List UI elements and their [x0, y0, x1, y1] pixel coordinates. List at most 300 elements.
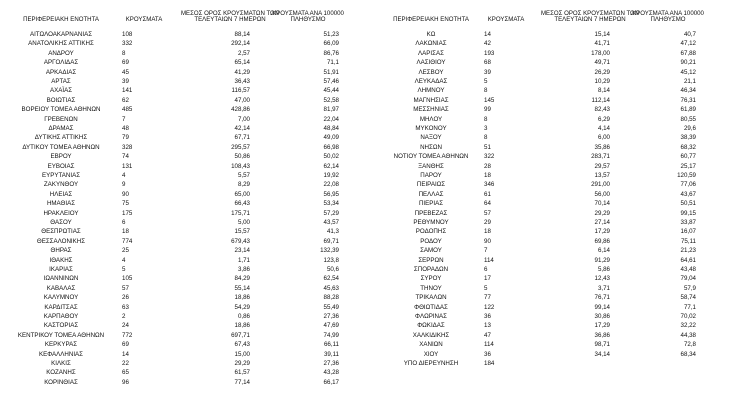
- cell-cases: 8: [484, 87, 488, 95]
- cell-per100k: 66,09: [323, 40, 339, 48]
- table-row: [2, 180, 362, 189]
- table-row: [372, 162, 732, 171]
- cell-cases: 36: [484, 313, 491, 320]
- cell-cases: 5: [484, 78, 488, 85]
- cell-avg7: 679,43: [231, 237, 250, 245]
- cell-avg7: 67,71: [234, 134, 250, 142]
- cell-cases: 4: [122, 256, 126, 264]
- cell-cases: 322: [484, 153, 495, 161]
- cell-region: ΚΑΛΥΜΝΟΥ: [43, 294, 79, 302]
- cell-region: ΡΟΔΟΠΗΣ: [415, 228, 447, 236]
- table-row: [2, 30, 362, 39]
- cell-cases: 45: [122, 68, 129, 76]
- cell-avg7: 27,14: [594, 219, 610, 226]
- table-row: [372, 39, 732, 48]
- header-per100k: ΚΡΟΥΣΜΑΤΑ ΑΝΑ 100000 ΠΛΗΘΥΣΜΟ: [632, 9, 704, 24]
- cell-avg7: 65,00: [234, 190, 250, 198]
- cell-per100k: 43,67: [680, 190, 696, 198]
- cell-per100k: 75,11: [680, 237, 696, 245]
- cell-region: ΣΑΜΟΥ: [420, 247, 442, 255]
- table-row: [2, 331, 362, 340]
- table-row: [2, 49, 362, 58]
- cell-cases: 5: [484, 284, 488, 292]
- table-row: [2, 115, 362, 124]
- cell-region: ΞΑΝΘΗΣ: [418, 162, 444, 170]
- cell-per100k: 57,9: [683, 284, 696, 292]
- cell-avg7: 15,14: [594, 31, 610, 38]
- table-row: [372, 86, 732, 95]
- cell-avg7: 0,86: [237, 313, 250, 320]
- cell-region: ΙΩΑΝΝΙΝΩΝ: [43, 275, 79, 283]
- cell-region: ΕΥΡΥΤΑΝΙΑΣ: [41, 172, 81, 179]
- cell-avg7: 18,86: [234, 322, 250, 330]
- cell-per100k: 40,7: [683, 31, 696, 38]
- table-row: [372, 256, 732, 265]
- cell-avg7: 428,86: [231, 106, 250, 114]
- table-row: [2, 162, 362, 171]
- table-row: [2, 274, 362, 283]
- cell-avg7: 41,71: [594, 40, 610, 48]
- cell-per100k: 29,6: [683, 125, 696, 132]
- cell-per100k: 68,32: [680, 143, 696, 151]
- cell-avg7: 116,57: [231, 87, 250, 95]
- cell-region: ΑΡΚΑΔΙΑΣ: [45, 68, 77, 76]
- table-row: [372, 199, 732, 208]
- cell-cases: 69: [122, 341, 129, 349]
- cell-region: ΧΑΛΚΙΔΙΚΗΣ: [412, 331, 450, 339]
- cell-per100k: 69,71: [323, 237, 339, 245]
- table-row: [372, 265, 732, 274]
- cell-cases: 39: [484, 68, 491, 76]
- cell-region: ΠΕΙΡΑΙΩΣ: [416, 181, 446, 189]
- cell-per100k: 52,58: [323, 96, 339, 104]
- cell-cases: 6: [484, 266, 488, 273]
- cell-cases: 5: [122, 266, 126, 273]
- cell-cases: 2: [122, 313, 126, 320]
- header-avg7: ΜΕΣΟΣ ΟΡΟΣ ΚΡΟΥΣΜΑΤΩΝ ΤΩΝ ΤΕΛΕΥΤΑΙΩΝ 7 ΗΜΕΡΩΝ: [540, 9, 640, 24]
- cell-region: ΧΙΟΥ: [423, 350, 439, 358]
- cell-avg7: 42,14: [234, 125, 250, 132]
- cell-region: ΑΡΓΟΛΙΔΑΣ: [43, 59, 79, 67]
- cell-per100k: 61,89: [680, 106, 696, 114]
- table-row: [372, 68, 732, 77]
- cell-avg7: 5,57: [237, 172, 250, 179]
- table-row: [2, 152, 362, 161]
- table-row: [2, 199, 362, 208]
- right-table-body: [372, 30, 732, 411]
- cell-per100k: 57,46: [323, 78, 339, 85]
- table-row: [372, 321, 732, 330]
- table-row: [372, 218, 732, 227]
- cell-cases: 175: [122, 209, 133, 217]
- cell-cases: 184: [484, 360, 495, 367]
- cell-avg7: 291,00: [591, 181, 610, 189]
- cell-avg7: 6,14: [597, 247, 610, 255]
- cell-avg7: 8,14: [597, 87, 610, 95]
- cell-avg7: 61,57: [234, 369, 250, 377]
- left-table: [2, 0, 362, 411]
- cell-avg7: 4,14: [597, 125, 610, 132]
- cell-region: ΒΟΡΕΙΟΥ ΤΟΜΕΑ ΑΘΗΝΩΝ: [21, 106, 101, 114]
- cell-cases: 4: [122, 172, 126, 179]
- cell-avg7: 84,29: [234, 275, 250, 283]
- table-row: [372, 105, 732, 114]
- cell-avg7: 178,00: [591, 49, 610, 57]
- cell-per100k: 44,38: [680, 331, 696, 339]
- cell-region: ΠΑΡΟΥ: [420, 172, 442, 179]
- table-row: [2, 86, 362, 95]
- cell-per100k: 90,21: [680, 59, 696, 67]
- cell-region: ΑΙΤΩΛΟΑΚΑΡΝΑΝΙΑΣ: [29, 31, 93, 38]
- cell-region: ΑΝΑΤΟΛΙΚΗΣ ΑΤΤΙΚΗΣ: [28, 40, 94, 48]
- cell-cases: 772: [122, 331, 133, 339]
- cell-region: ΛΕΣΒΟΥ: [418, 68, 444, 76]
- cell-region: ΠΕΛΛΑΣ: [418, 190, 444, 198]
- cell-region: ΚΕΝΤΡΙΚΟΥ ΤΟΜΕΑ ΑΘΗΝΩΝ: [17, 331, 105, 339]
- header-avg7: ΜΕΣΟΣ ΟΡΟΣ ΚΡΟΥΣΜΑΤΩΝ ΤΩΝ ΤΕΛΕΥΤΑΙΩΝ 7 ΗΜΕΡΩΝ: [180, 9, 280, 24]
- cell-avg7: 175,71: [231, 209, 250, 217]
- cell-region: ΤΡΙΚΑΛΩΝ: [415, 294, 447, 302]
- cell-avg7: 17,29: [594, 228, 610, 236]
- cell-avg7: 99,14: [594, 303, 610, 311]
- cell-cases: 24: [122, 322, 129, 330]
- cell-cases: 26: [122, 294, 129, 302]
- table-row: [2, 368, 362, 377]
- cell-cases: 13: [484, 322, 491, 330]
- table-row: [2, 303, 362, 312]
- table-row: [372, 30, 732, 39]
- cell-avg7: 76,71: [594, 294, 610, 302]
- cell-cases: 57: [122, 284, 129, 292]
- cell-per100k: 43,57: [323, 219, 339, 226]
- cell-per100k: 39,11: [323, 350, 339, 358]
- table-row: [2, 265, 362, 274]
- cell-cases: 64: [484, 200, 491, 208]
- cell-cases: 69: [122, 59, 129, 67]
- table-row: [372, 143, 732, 152]
- cell-per100k: 41,3: [326, 228, 339, 236]
- cell-region: ΣΕΡΡΩΝ: [418, 256, 444, 264]
- cell-cases: 485: [122, 106, 133, 114]
- cell-region: ΕΒΡΟΥ: [50, 153, 72, 161]
- cell-cases: 8: [122, 49, 126, 57]
- cell-avg7: 41,29: [234, 68, 250, 76]
- table-row: [2, 293, 362, 302]
- cell-per100k: 43,48: [680, 266, 696, 273]
- cell-region: ΑΧΑΪΑΣ: [49, 87, 73, 95]
- cell-per100k: 45,63: [323, 284, 339, 292]
- cell-per100k: 47,12: [680, 40, 696, 48]
- cell-cases: 68: [484, 59, 491, 67]
- table-row: [2, 124, 362, 133]
- header-cases: ΚΡΟΥΣΜΑΤΑ: [125, 16, 163, 24]
- table-row: [2, 143, 362, 152]
- cell-region: ΛΗΜΝΟΥ: [417, 87, 445, 95]
- cell-avg7: 88,14: [234, 31, 250, 38]
- cell-per100k: 77,1: [683, 303, 696, 311]
- cell-per100k: 99,15: [680, 209, 696, 217]
- cell-cases: 18: [484, 228, 491, 236]
- table-row: [372, 274, 732, 283]
- cell-region: ΑΝΔΡΟΥ: [48, 49, 74, 57]
- cell-cases: 193: [484, 49, 495, 57]
- cell-avg7: 34,14: [594, 350, 610, 358]
- cell-cases: 7: [484, 247, 488, 255]
- cell-cases: 90: [484, 237, 491, 245]
- cell-per100k: 81,97: [323, 106, 339, 114]
- cell-region: ΘΗΡΑΣ: [50, 247, 72, 255]
- right-table-header: [372, 0, 732, 24]
- table-row: [2, 58, 362, 67]
- cell-per100k: 62,54: [323, 275, 339, 283]
- cell-per100k: 50,02: [323, 153, 339, 161]
- cell-cases: 57: [484, 209, 491, 217]
- cell-avg7: 67,43: [234, 341, 250, 349]
- cell-cases: 18: [122, 228, 129, 236]
- cell-cases: 74: [122, 153, 129, 161]
- cell-cases: 328: [122, 143, 133, 151]
- table-row: [2, 340, 362, 349]
- table-row: [372, 180, 732, 189]
- cell-region: ΜΕΣΣΗΝΙΑΣ: [413, 106, 449, 114]
- cell-region: ΚΩ: [426, 31, 436, 38]
- cell-per100k: 19,92: [323, 172, 339, 179]
- cell-cases: 105: [122, 275, 133, 283]
- header-cases: ΚΡΟΥΣΜΑΤΑ: [487, 16, 525, 24]
- cell-avg7: 29,57: [594, 162, 610, 170]
- cell-cases: 14: [484, 31, 491, 38]
- cell-cases: 51: [484, 143, 491, 151]
- cell-cases: 99: [484, 106, 491, 114]
- cell-avg7: 697,71: [231, 331, 250, 339]
- table-row: [372, 246, 732, 255]
- cell-avg7: 82,43: [594, 106, 610, 114]
- cell-region: ΙΚΑΡΙΑΣ: [49, 266, 73, 273]
- cell-region: ΥΠΟ ΔΙΕΡΕΥΝΗΣΗ: [403, 360, 459, 367]
- cell-avg7: 15,00: [234, 350, 250, 358]
- cell-per100k: 22,04: [323, 115, 339, 123]
- cell-region: ΚΙΛΚΙΣ: [51, 360, 71, 367]
- cell-per100k: 86,76: [323, 49, 339, 57]
- cell-region: ΕΥΒΟΙΑΣ: [47, 162, 75, 170]
- cell-per100k: 62,14: [323, 162, 339, 170]
- cell-region: ΖΑΚΥΝΘΟΥ: [43, 181, 79, 189]
- cell-region: ΚΟΖΑΝΗΣ: [46, 369, 76, 377]
- cell-avg7: 108,43: [231, 162, 250, 170]
- cell-region: ΤΗΝΟΥ: [420, 284, 442, 292]
- cell-avg7: 17,29: [594, 322, 610, 330]
- table-row: [372, 58, 732, 67]
- cell-cases: 131: [122, 162, 133, 170]
- cell-cases: 28: [484, 162, 491, 170]
- cell-cases: 7: [122, 115, 126, 123]
- cell-cases: 62: [122, 96, 129, 104]
- cell-per100k: 120,59: [677, 172, 696, 179]
- cell-avg7: 292,14: [231, 40, 250, 48]
- cell-cases: 9: [122, 181, 126, 189]
- table-row: [372, 171, 732, 180]
- cell-region: ΘΕΣΣΑΛΟΝΙΚΗΣ: [36, 237, 86, 245]
- cell-cases: 22: [122, 360, 129, 367]
- cell-per100k: 21,23: [680, 247, 696, 255]
- cell-cases: 48: [122, 125, 129, 132]
- table-row: [2, 284, 362, 293]
- cell-per100k: 70,02: [680, 313, 696, 320]
- cell-per100k: 47,69: [323, 322, 339, 330]
- cell-cases: 65: [122, 369, 129, 377]
- table-row: [2, 237, 362, 246]
- cell-region: ΛΑΚΩΝΙΑΣ: [415, 40, 447, 48]
- cell-region: ΠΡΕΒΕΖΑΣ: [414, 209, 448, 217]
- table-row: [372, 312, 732, 321]
- cell-per100k: 66,17: [323, 378, 339, 386]
- cell-cases: 36: [484, 350, 491, 358]
- table-row: [372, 293, 732, 302]
- table-row: [372, 209, 732, 218]
- cell-per100k: 51,23: [323, 31, 339, 38]
- cell-region: ΡΕΘΥΜΝΟΥ: [413, 219, 449, 226]
- cell-per100k: 33,87: [680, 219, 696, 226]
- cell-cases: 14: [122, 350, 129, 358]
- cell-avg7: 12,43: [594, 275, 610, 283]
- table-row: [2, 77, 362, 86]
- cell-per100k: 16,07: [680, 228, 696, 236]
- cell-per100k: 64,61: [680, 256, 696, 264]
- cell-cases: 8: [484, 134, 488, 142]
- table-row: [2, 39, 362, 48]
- cell-region: ΗΜΑΘΙΑΣ: [46, 200, 76, 208]
- cell-avg7: 8,29: [237, 181, 250, 189]
- cell-cases: 79: [122, 134, 129, 142]
- table-row: [2, 105, 362, 114]
- table-row: [372, 115, 732, 124]
- cell-per100k: 60,77: [680, 153, 696, 161]
- cell-avg7: 29,29: [594, 209, 610, 217]
- cell-region: ΚΑΡΔΙΤΣΑΣ: [44, 303, 78, 311]
- table-row: [372, 227, 732, 236]
- table-row: [2, 359, 362, 368]
- cell-region: ΑΡΤΑΣ: [51, 78, 71, 85]
- cell-avg7: 5,86: [597, 266, 610, 273]
- cell-per100k: 123,8: [323, 256, 339, 264]
- table-row: [2, 209, 362, 218]
- table-row: [372, 359, 732, 368]
- cell-avg7: 69,86: [594, 237, 610, 245]
- cell-region: ΠΙΕΡΙΑΣ: [418, 200, 444, 208]
- cell-avg7: 7,00: [237, 115, 250, 123]
- cell-cases: 108: [122, 31, 133, 38]
- cell-cases: 96: [122, 378, 129, 386]
- cell-avg7: 29,29: [234, 360, 250, 367]
- table-row: [2, 96, 362, 105]
- cell-cases: 141: [122, 87, 133, 95]
- cell-avg7: 54,29: [234, 303, 250, 311]
- cell-avg7: 10,29: [594, 78, 610, 85]
- cell-avg7: 50,86: [234, 153, 250, 161]
- cell-per100k: 22,08: [323, 181, 339, 189]
- cell-cases: 17: [484, 275, 491, 283]
- cell-cases: 39: [122, 78, 129, 85]
- cell-per100k: 27,36: [323, 313, 339, 320]
- cell-region: ΧΑΝΙΩΝ: [419, 341, 443, 349]
- cell-region: ΚΟΡΙΝΘΙΑΣ: [44, 378, 78, 386]
- cell-per100k: 58,74: [680, 294, 696, 302]
- cell-per100k: 50,51: [680, 200, 696, 208]
- cell-region: ΘΑΣΟΥ: [50, 219, 72, 226]
- cell-avg7: 5,00: [237, 219, 250, 226]
- cell-region: ΝΑΞΟΥ: [420, 134, 442, 142]
- table-row: [372, 96, 732, 105]
- cell-per100k: 50,6: [326, 266, 339, 273]
- cell-region: ΡΟΔΟΥ: [420, 237, 442, 245]
- cell-cases: 75: [122, 200, 129, 208]
- cell-per100k: 32,22: [680, 322, 696, 330]
- cell-cases: 63: [122, 303, 129, 311]
- cell-region: ΦΘΙΩΤΙΔΑΣ: [414, 303, 448, 311]
- cell-avg7: 3,71: [597, 284, 610, 292]
- cell-per100k: 56,95: [323, 190, 339, 198]
- cell-avg7: 283,71: [591, 153, 610, 161]
- cell-region: ΚΑΒΑΛΑΣ: [46, 284, 76, 292]
- cell-avg7: 15,57: [234, 228, 250, 236]
- cell-avg7: 98,71: [594, 341, 610, 349]
- cell-per100k: 72,8: [683, 341, 696, 349]
- table-row: [372, 303, 732, 312]
- cell-avg7: 18,86: [234, 294, 250, 302]
- cell-per100k: 25,17: [680, 162, 696, 170]
- cell-avg7: 112,14: [591, 96, 610, 104]
- cell-per100k: 38,39: [680, 134, 696, 142]
- cell-region: ΘΕΣΠΡΩΤΙΑΣ: [41, 228, 81, 236]
- cell-avg7: 55,14: [234, 284, 250, 292]
- cell-avg7: 6,00: [597, 134, 610, 142]
- table-row: [2, 246, 362, 255]
- cell-cases: 114: [484, 341, 494, 349]
- right-table: [372, 0, 732, 411]
- cell-region: ΛΑΡΙΣΑΣ: [418, 49, 444, 57]
- cell-per100k: 57,29: [323, 209, 339, 217]
- cell-per100k: 49,09: [323, 134, 339, 142]
- cell-per100k: 77,06: [680, 181, 696, 189]
- cell-cases: 47: [484, 331, 491, 339]
- cell-region: ΚΕΡΚΥΡΑΣ: [44, 341, 78, 349]
- table-row: [372, 340, 732, 349]
- cell-per100k: 76,31: [680, 96, 696, 104]
- table-row: [372, 237, 732, 246]
- cell-region: ΔΡΑΜΑΣ: [48, 125, 74, 132]
- covid-region-table-page: [2, 0, 732, 411]
- table-row: [2, 171, 362, 180]
- cell-avg7: 77,14: [234, 378, 250, 386]
- table-row: [2, 190, 362, 199]
- cell-per100k: 21,1: [683, 78, 696, 85]
- cell-per100k: 27,36: [323, 360, 339, 367]
- cell-region: ΛΑΣΙΘΙΟΥ: [416, 59, 446, 67]
- table-row: [372, 331, 732, 340]
- cell-per100k: 67,88: [680, 49, 696, 57]
- cell-per100k: 55,49: [323, 303, 339, 311]
- cell-region: ΝΗΣΩΝ: [420, 143, 442, 151]
- table-row: [2, 350, 362, 359]
- cell-cases: 122: [484, 303, 495, 311]
- cell-region: ΚΕΦΑΛΛΗΝΙΑΣ: [38, 350, 83, 358]
- cell-region: ΜΥΚΟΝΟΥ: [415, 125, 447, 132]
- cell-per100k: 88,28: [323, 294, 339, 302]
- cell-avg7: 91,29: [594, 256, 610, 264]
- cell-avg7: 23,14: [234, 247, 250, 255]
- cell-per100k: 53,34: [323, 200, 339, 208]
- header-region: ΠΕΡΙΦΕΡΕΙΑΚΗ ΕΝΟΤΗΤΑ: [23, 16, 99, 24]
